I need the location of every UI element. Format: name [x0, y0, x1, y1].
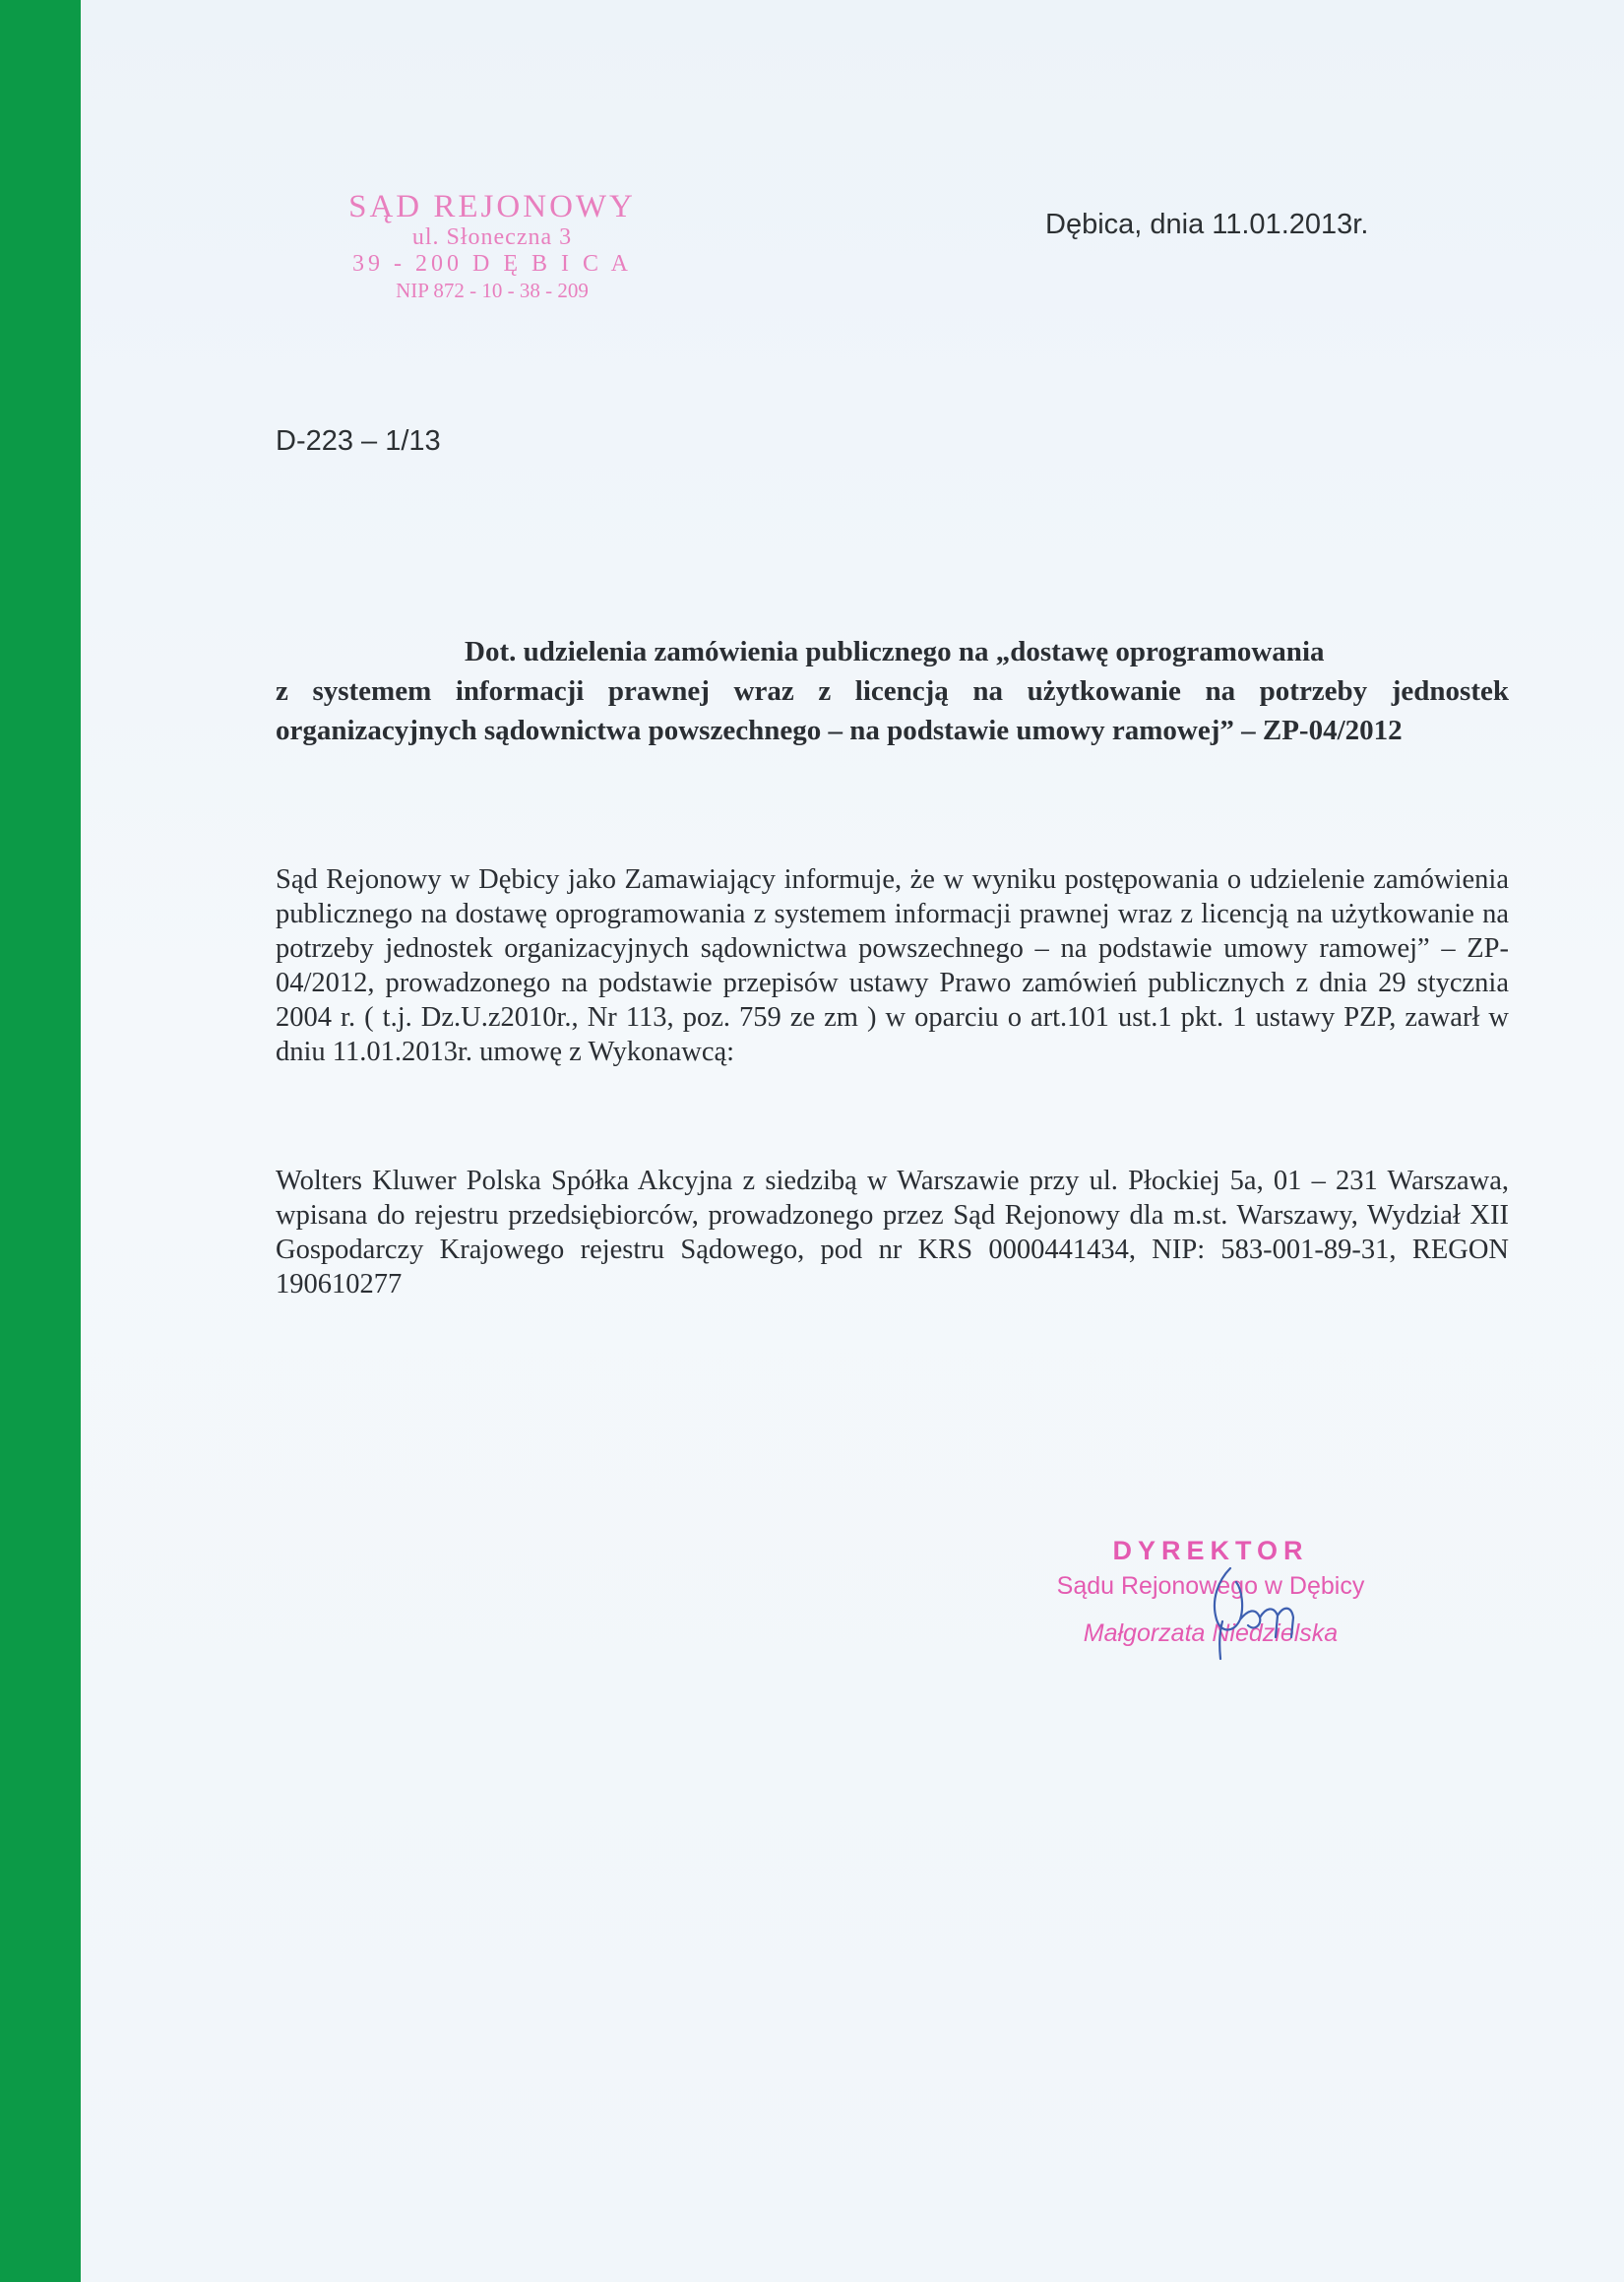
reference-number: D-223 – 1/13: [276, 425, 441, 457]
green-page-edge: [0, 0, 81, 2282]
subject-first-line: Dot. udzielenia zamówienia publicznego na „dostawę oprogramowania: [465, 636, 1325, 667]
signature-title: DYREKTOR: [1112, 1536, 1309, 1565]
body-paragraph: Sąd Rejonowy w Dębicy jako Zamawiający informuje, że w wyniku postępowania o udzielenie zamówienia publicznego na dostawę oprogramowania z systemem informacji prawnej wraz z licencją na użytkowanie na potrzeby jednostek organizacyjnych sądownictwa powszechnego – na podstawie umowy ramowej” – ZP-04/2012, prowadzonego na podstawie przepisów ustawy Prawo zamówień publicznych z dnia 29 stycznia 2004 r. ( t.j. Dz.U.z2010r., Nr 113, poz. 759 ze zm ) w oparciu o art.101 ust.1 pkt. 1 ustawy PZP, zawarł w dniu 11.01.2013r. umowę z Wykonawcą:: [276, 864, 1509, 1067]
handwritten-signature: [1191, 1560, 1309, 1677]
signature-name: Małgorzata Niedzielska: [1083, 1619, 1339, 1647]
contractor-paragraph: Wolters Kluwer Polska Spółka Akcyjna z siedzibą w Warszawie przy ul. Płockiej 5a, 01 – 231 Warszawa, wpisana do rejestru przedsiębiorców, prowadzonego przez Sąd Rejonowy dla m.st. Warszawy, Wydział XII Gospodarczy Krajowego rejestru Sądowego, pod nr KRS 0000441434, NIP: 583-001-89-31, REGON 190610277: [276, 1166, 1509, 1299]
stamp-line-city: 39 - 200 D Ę B I C A: [352, 251, 632, 277]
letter-date: Dębica, dnia 11.01.2013r.: [1045, 209, 1369, 240]
subject-continuation: z systemem informacji prawnej wraz z licencją na użytkowanie na potrzeby jednostek organizacyjnych sądownictwa powszechnego – na podstawie umowy ramowej” – ZP-04/2012: [276, 675, 1509, 746]
stamp-line-street: ul. Słoneczna 3: [411, 224, 573, 250]
signature-court: Sądu Rejonowego w Dębicy: [1056, 1572, 1365, 1600]
stamp-line-court: SĄD REJONOWY: [348, 189, 636, 224]
letter-subject: [276, 632, 1509, 750]
court-address-stamp: [317, 189, 667, 317]
stamp-line-nip: NIP 872 - 10 - 38 - 209: [396, 279, 589, 302]
